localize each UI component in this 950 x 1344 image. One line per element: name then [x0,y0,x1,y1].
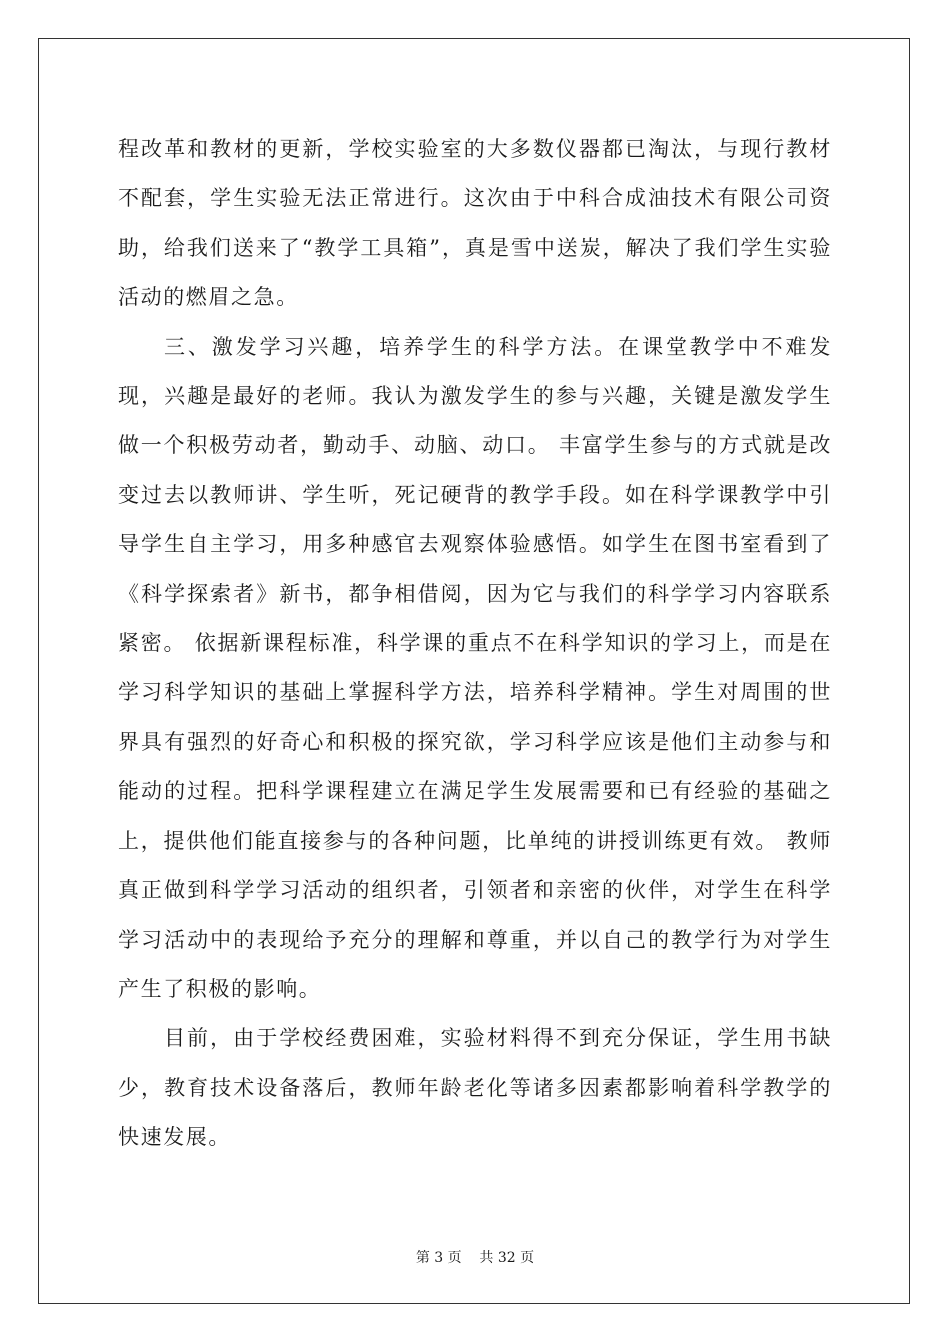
page-footer: 第 3 页 共 32 页 [415,1250,535,1266]
document-body [118,125,832,1163]
paragraph-3: 目前，由于学校经费困难，实验材料得不到充分保证，学生用书缺少，教育技术设备落后，教师年龄老化等诸多因素都影响着科学教学的快速发展。 [118,1026,832,1150]
paragraph-1: 程改革和教材的更新，学校实验室的大多数仪器都已淘汰，与现行教材不配套，学生实验无法正常进行。这次由于中科合成油技术有限公司资助，给我们送来了“教学工具箱”，真是雪中送炭，解决了我们学生实验活动的燃眉之急。 [118,137,832,310]
paragraph-2: 三、激发学习兴趣，培养学生的科学方法。在课堂教学中不难发现，兴趣是最好的老师。我认为激发学生的参与兴趣，关键是激发学生做一个积极劳动者，勤动手、动脑、动口。 丰富学生参与的方式就是改变过去以教师讲、学生听，死记硬背的教学手段。如在科学课教学中引导学生自主学习，用多种感官去观察体验感悟。如学生在图书室看到了《科学探索者》新书，都争相借阅，因为它与我们的科学学习内容联系紧密。 依据新课程标准，科学课的重点不在科学知识的学习上，而是在学习科学知识的基础上掌握科学方法，培养科学精神。学生对周围的世界具有强烈的好奇心和积极的探究欲，学习科学应该是他们主动参与和能动的过程。把科学课程建立在满足学生发展需要和已有经验的基础之上，提供他们能直接参与的各种问题，比单纯的讲授训练更有效。 教师真正做到科学学习活动的组织者，引领者和亲密的伙伴，对学生在科学学习活动中的表现给予充分的理解和尊重，并以自己的教学行为对学生产生了积极的影响。 [118,334,832,1001]
